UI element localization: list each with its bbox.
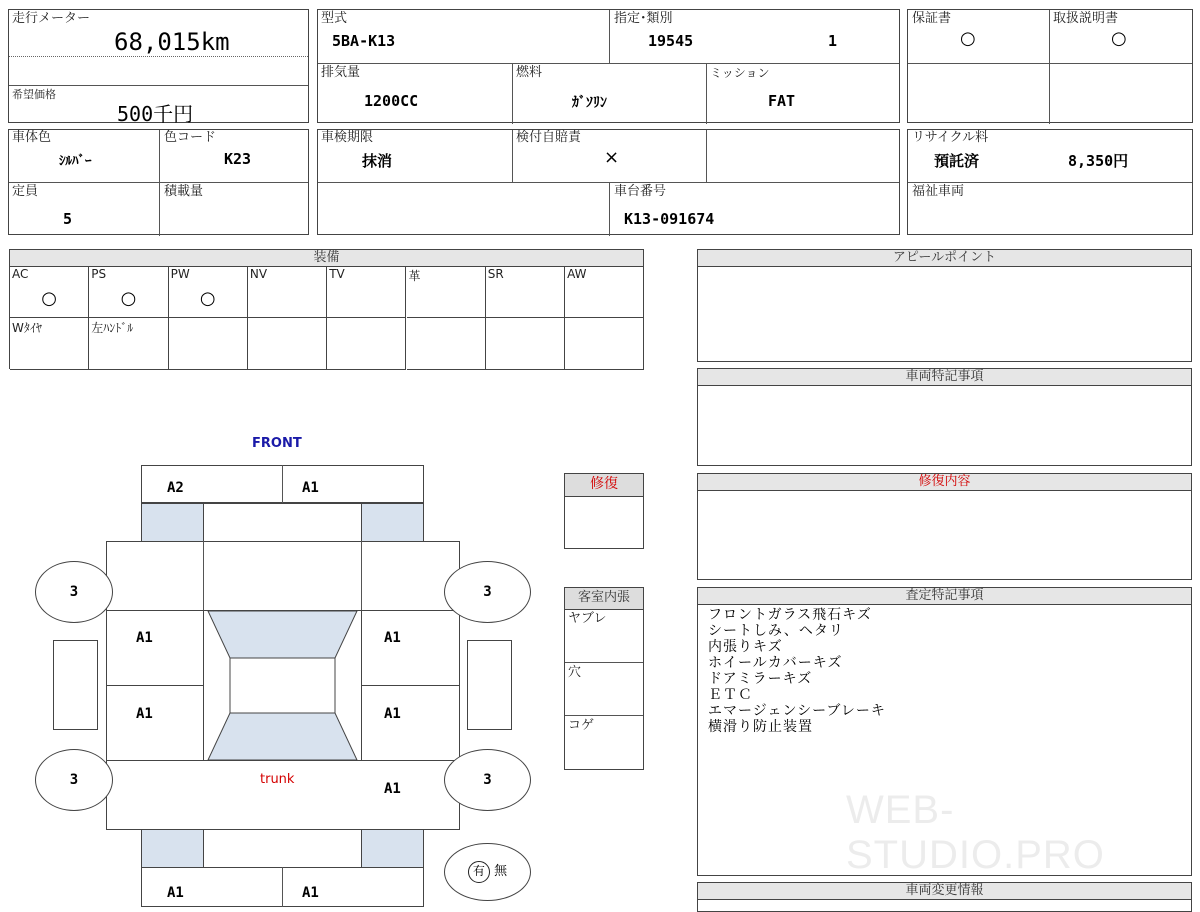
model-label: 型式 xyxy=(321,11,348,26)
designation-value-2: 1 xyxy=(828,32,838,50)
divider xyxy=(908,63,1192,64)
capacity-value: 5 xyxy=(63,210,73,228)
divider xyxy=(318,63,899,64)
front-label: FRONT xyxy=(252,436,302,451)
interior-row-burn: コゲ xyxy=(568,718,595,733)
interior-box xyxy=(564,587,644,770)
divider xyxy=(609,10,610,64)
wheel-rear-right-code: 3 xyxy=(483,772,492,788)
wheel-front-left xyxy=(35,561,113,623)
front-right-fender xyxy=(361,503,424,542)
transmission-value: FAT xyxy=(768,92,796,110)
manual-mark: ○ xyxy=(1111,28,1127,49)
welfare-label: 福祉車両 xyxy=(912,184,965,199)
right-front-door xyxy=(361,610,460,686)
equipment-label: PS xyxy=(91,267,107,281)
assessment-panel xyxy=(697,587,1192,876)
repair-details-title: 修復内容 xyxy=(698,474,1191,491)
spec-box xyxy=(317,9,900,123)
mileage-dotted-divider xyxy=(9,56,308,57)
wheel-front-right xyxy=(444,561,531,623)
equipment-cell xyxy=(248,318,327,370)
front-right-code: A1 xyxy=(302,480,319,496)
left-rear-door xyxy=(106,685,204,761)
equipment-label: 左ﾊﾝﾄﾞﾙ xyxy=(91,321,134,335)
divider xyxy=(565,715,643,716)
divider xyxy=(282,867,283,907)
assessment-line: 内張りキズ xyxy=(708,639,783,655)
designation-value-1: 19545 xyxy=(648,32,694,50)
designation-label: 指定･類別 xyxy=(614,11,673,26)
rear-glass-panel xyxy=(203,829,362,868)
trunk-label: trunk xyxy=(260,772,295,787)
presence-indicator xyxy=(444,843,531,901)
car-diagram xyxy=(30,430,570,900)
divider xyxy=(706,130,707,183)
equipment-cell xyxy=(89,266,168,318)
hood xyxy=(106,541,460,611)
inspection-value: 抹消 xyxy=(362,152,393,170)
color-code-label: 色コード xyxy=(164,130,217,145)
rear-glass xyxy=(208,713,357,760)
divider xyxy=(9,85,308,86)
roof-panel xyxy=(230,658,335,713)
wheel-rear-right xyxy=(444,749,531,811)
equipment-cell xyxy=(486,266,565,318)
appeal-title: アピールポイント xyxy=(698,250,1191,267)
repair-details-panel xyxy=(697,473,1192,580)
manual-label: 取扱説明書 xyxy=(1053,11,1119,26)
equipment-label: SR xyxy=(487,267,504,281)
left-rear-door-code: A1 xyxy=(136,706,153,722)
assessment-line: ＥＴＣ xyxy=(708,687,753,703)
warranty-label: 保証書 xyxy=(912,11,952,26)
front-left-fender xyxy=(141,503,204,542)
divider xyxy=(609,182,610,236)
repair-title: 修復 xyxy=(565,474,643,497)
mileage-label: 走行メーター xyxy=(12,11,91,26)
equipment-cell xyxy=(169,318,248,370)
equipment-label: AW xyxy=(567,267,587,281)
equipment-mark: ○ xyxy=(41,288,57,309)
equipment-label: AC xyxy=(12,267,29,281)
body-color-value: ｼﾙﾊﾞｰ xyxy=(59,154,92,169)
rear-right-fender xyxy=(361,829,424,868)
divider xyxy=(1049,10,1050,124)
equipment-label: Wﾀｲﾔ xyxy=(12,321,42,335)
equipment-label: 革 xyxy=(408,269,421,283)
front-glass xyxy=(208,611,357,658)
color-box xyxy=(8,129,309,235)
interior-row-hole: 穴 xyxy=(568,665,582,680)
yes-mark: 有 xyxy=(468,861,490,883)
color-code-value: K23 xyxy=(224,150,252,168)
divider xyxy=(512,130,513,183)
equipment-mark: ○ xyxy=(120,288,137,309)
recycle-amount: 8,350円 xyxy=(1068,152,1129,170)
left-side-mirror xyxy=(53,640,98,730)
equipment-mark: ○ xyxy=(199,288,216,309)
right-rear-door-code: A1 xyxy=(384,706,401,722)
divider xyxy=(512,63,513,124)
left-front-door xyxy=(106,610,204,686)
fuel-value: ｶﾞｿﾘﾝ xyxy=(572,95,607,111)
chassis-label: 車台番号 xyxy=(614,184,667,199)
vehicle-change-panel xyxy=(697,882,1192,912)
transmission-label: ミッション xyxy=(710,66,770,80)
equipment-cell xyxy=(327,266,406,318)
equipment-cell xyxy=(169,266,248,318)
vehicle-change-title: 車両変更情報 xyxy=(698,883,1191,900)
equipment-title: 装備 xyxy=(10,250,644,267)
divider xyxy=(159,130,160,236)
roof-glass xyxy=(203,610,362,761)
right-side-mirror xyxy=(467,640,512,730)
model-value: 5BA-K13 xyxy=(332,32,396,50)
divider xyxy=(282,465,283,503)
equipment-cell xyxy=(10,318,89,370)
assessment-line: ドアミラーキズ xyxy=(708,671,813,687)
trunk-row xyxy=(106,760,460,830)
interior-row-tear: ヤブレ xyxy=(568,611,607,626)
assessment-line: エマージェンシーブレーキ xyxy=(708,703,886,719)
equipment-label: PW xyxy=(170,267,190,281)
vehicle-notes-title: 車両特記事項 xyxy=(698,369,1191,386)
capacity-label: 定員 xyxy=(12,184,39,199)
displacement-label: 排気量 xyxy=(321,65,361,80)
vehicle-notes-panel xyxy=(697,368,1192,466)
inspection-box xyxy=(317,129,900,235)
assessment-title: 査定特記事項 xyxy=(698,588,1191,605)
equipment-cell xyxy=(327,318,406,370)
equipment-cell xyxy=(565,266,644,318)
insurance-mark: × xyxy=(604,147,620,168)
fuel-label: 燃料 xyxy=(516,65,543,80)
warranty-mark: ○ xyxy=(960,28,976,49)
left-front-door-code: A1 xyxy=(136,630,153,646)
price-value: 500千円 xyxy=(117,102,194,126)
assessment-notes xyxy=(708,607,886,735)
equipment-label: TV xyxy=(329,267,345,281)
equipment-cell xyxy=(248,266,327,318)
equipment-cell xyxy=(407,318,486,370)
wheel-rear-left-code: 3 xyxy=(69,772,79,788)
body-color-label: 車体色 xyxy=(12,130,52,145)
recycle-label: リサイクル料 xyxy=(912,130,989,145)
right-front-door-code: A1 xyxy=(384,630,401,646)
rear-right-code: A1 xyxy=(302,885,319,901)
load-label: 積載量 xyxy=(164,184,204,199)
rear-left-fender xyxy=(141,829,204,868)
no-mark: 無 xyxy=(494,864,508,879)
divider xyxy=(565,662,643,663)
equipment-table xyxy=(9,249,644,369)
equipment-label: NV xyxy=(249,267,268,281)
interior-title: 客室内張 xyxy=(565,588,643,610)
equipment-cell xyxy=(407,266,486,318)
chassis-value: K13-091674 xyxy=(624,210,715,228)
windshield-panel xyxy=(203,503,362,542)
watermark: WEB-STUDIO.PRO xyxy=(846,788,1105,877)
equipment-cell xyxy=(486,318,565,370)
recycle-box xyxy=(907,129,1193,235)
appeal-panel xyxy=(697,249,1192,362)
assessment-line: ホイールカバーキズ xyxy=(708,655,843,671)
assessment-line: 横滑り防止装置 xyxy=(708,719,813,735)
assessment-line: シートしみ、ヘタリ xyxy=(708,623,844,639)
equipment-cell xyxy=(565,318,644,370)
wheel-front-left-code: 3 xyxy=(69,584,79,600)
wheel-front-right-code: 3 xyxy=(483,584,492,600)
repair-box xyxy=(564,473,644,549)
rear-left-code: A1 xyxy=(167,885,184,901)
right-rear-quarter-code: A1 xyxy=(384,781,401,797)
equipment-cell xyxy=(10,266,89,318)
divider xyxy=(908,182,1192,183)
divider xyxy=(9,182,308,183)
document-box xyxy=(907,9,1193,123)
displacement-value: 1200CC xyxy=(364,92,419,110)
insurance-label: 検付自賠責 xyxy=(516,130,582,145)
right-rear-door xyxy=(361,685,460,761)
assessment-line: フロントガラス飛石キズ xyxy=(708,607,872,623)
front-left-code: A2 xyxy=(167,480,184,496)
mileage-value: 68,015km xyxy=(114,28,230,56)
recycle-status: 預託済 xyxy=(934,152,980,170)
equipment-cell xyxy=(89,318,168,370)
wheel-rear-left xyxy=(35,749,113,811)
price-label: 希望価格 xyxy=(12,88,56,101)
inspection-label: 車検期限 xyxy=(321,130,374,145)
mileage-box xyxy=(8,9,309,126)
divider xyxy=(706,63,707,124)
